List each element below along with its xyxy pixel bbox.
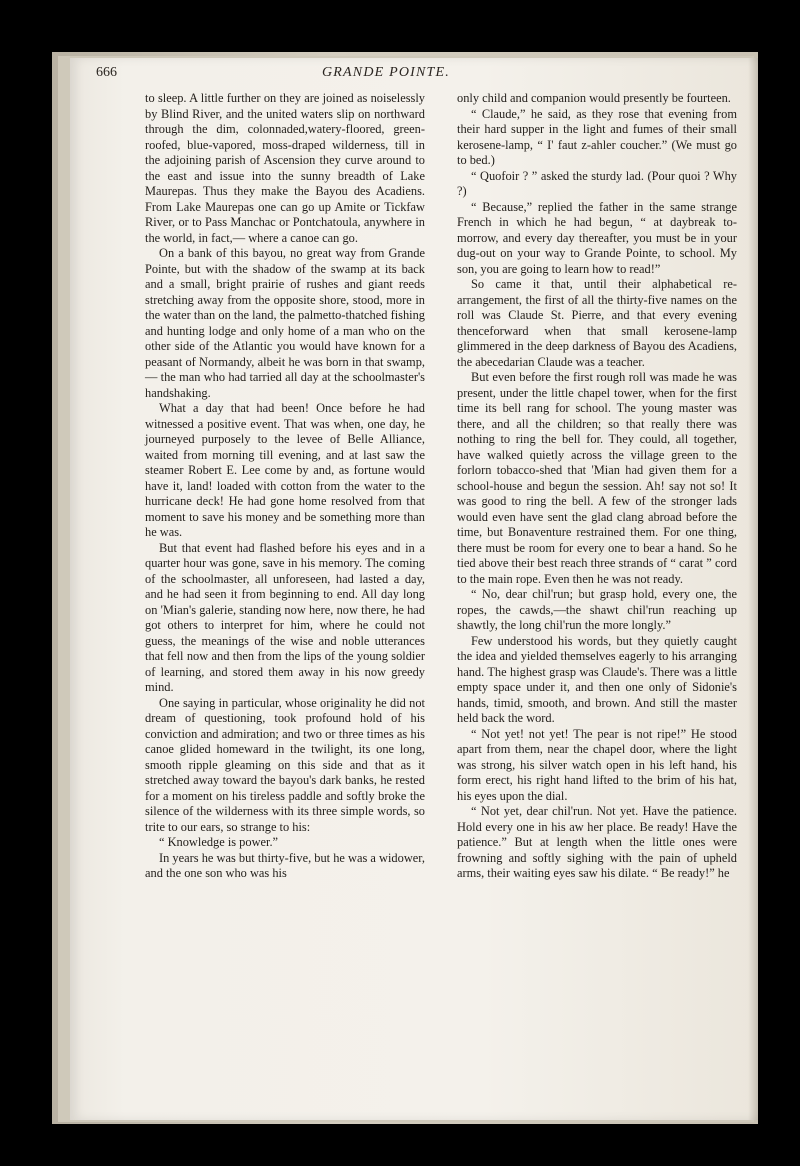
paragraph: So came it that, until their alphabetical re-arrangement, the first of all the thirty-five names on the roll was Claude St. Pierre, and that every evening thenceforward when that small kerosene-lamp glimmered in the deep darkness of Bayou des Acadiens, the abecedarian Claude was a teacher. — [457, 277, 737, 369]
paragraph: But even before the first rough roll was made he was present, under the little chapel tower, when for the first time its bell rang for school. The young master was there, and all the children; so that really there was nothing to ring the bell for. They could, all together, have walked quietly across the village green to the forlorn tobacco-shed that 'Mian had given them for a school-house and begun the session. Ah! say not so! It was good to ring the bell. A few of the stronger lads would even have sent the glad clang abroad before the time, but Bonaventure restrained them. For one thing, there must be room for every one to bear a hand. So he tied above their best reach three strands of “ carat ” cord to the main rope. Even then he was not ready. — [457, 370, 737, 586]
paragraph: “ No, dear chil'run; but grasp hold, every one, the ropes, the cawds,—the shawt chil'run reaching up shawtly, the long chil'run the more longly.” — [457, 587, 737, 632]
page-header — [96, 65, 676, 85]
paragraph: to sleep. A little further on they are joined as noiselessly by Blind River, and the united waters slip on northward through the dim, colonnaded,watery-floored, green-roofed, blue-vapored, moss-draped wilderness, till in the adjoining parish of Ascension they curve around to the east and issue into the sunny breadth of Lake Maurepas. Thus they make the Bayou des Acadiens. From Lake Maurepas one can go up Amite or Tickfaw River, or to Pass Manchac or Pontchatoula, anywhere in the world, in fact,— where a canoe can go. — [145, 91, 425, 245]
book-page — [70, 58, 758, 1120]
page-gutter-shadow — [748, 58, 758, 1120]
left-column — [145, 91, 425, 882]
paragraph: Few understood his words, but they quietly caught the idea and yielded themselves eagerly to his arranging hand. The highest grasp was Claude's. There was a little empty space under it, and then one only of Sidonie's hands, timid, smooth, and brown. And still the master held back the word. — [457, 633, 737, 725]
paragraph: In years he was but thirty-five, but he was a widower, and the one son who was his — [145, 850, 425, 880]
paragraph: But that event had flashed before his eyes and in a quarter hour was gone, save in his memory. The coming of the schoolmaster, all unforeseen, had lasted a day, and he had seen it from beginning to end. All day long on 'Mian's galerie, standing now here, now there, he had got others to interpret for him, where he could not guess, the meanings of the wise and noble utterances that fell now and then from the lips of the young soldier of learning, and stored them away in his now greedy mind. — [145, 540, 425, 694]
right-column — [457, 91, 737, 882]
paragraph: only child and companion would presently be fourteen. — [457, 91, 731, 105]
paragraph: “ Quofoir ? ” asked the sturdy lad. (Pour quoi ? Why ?) — [457, 168, 737, 198]
paragraph: “ Because,” replied the father in the same strange French in which he had begun, “ at daybreak to-morrow, and every day thereafter, you must be in your dug-out on your way to Grande Pointe, to school. My son, you are going to learn how to read!” — [457, 199, 737, 276]
paragraph: “ Claude,” he said, as they rose that evening from their hard supper in the light and fumes of their small kerosene-lamp, “ I' faut z-ahler coucher.” (We must go to bed.) — [457, 106, 737, 167]
paragraph: On a bank of this bayou, no great way from Grande Pointe, but with the shadow of the swamp at its back and a small, bright prairie of rushes and giant reeds stretching away from the opposite shore, stood, more in the water than on the land, the palmetto-thatched fishing and hunting lodge and only home of a man who on the other side of the Atlantic you would have known for a peasant of Normandy, albeit he was born in that swamp,— the man who had tarried all day at the schoolmaster's handshaking. — [145, 246, 425, 400]
paragraph: “ Not yet, dear chil'run. Not yet. Have the patience. Hold every one in his aw her place. Be ready! Have the patience.” But at length when the little ones were frowning and softly sighing with the pain of upheld arms, their waiting eyes saw his dilate. “ Be ready!” he — [457, 804, 737, 880]
page-number: 666 — [96, 65, 117, 80]
running-head: GRANDE POINTE. — [321, 65, 450, 80]
paragraph: One saying in particular, whose originality he did not dream of questioning, took profound hold of his conviction and admiration; and two or three times as his canoe glided homeward in the twilight, its one long, smooth ripple gleaming on this side and that as it stretched away toward the bayou's dark banks, he rested for a moment on his tireless paddle and softly broke the silence of the wilderness with its three simple words, so trite to our ears, so strange to his: — [145, 695, 425, 834]
paragraph: What a day that had been! Once before he had witnessed a positive event. That was when, one day, he journeyed purposely to the levee of Belle Alliance, waited from morning till evening, and at last saw the steamer Robert E. Lee come by and, as fortune would have it, land! loaded with cotton from the water to the hurricane deck! He had gone home resolved from that moment to save his money and be something more than he was. — [145, 401, 425, 539]
quotation: “ Knowledge is power.” — [159, 835, 279, 849]
paragraph: “ Not yet! not yet! The pear is not ripe!” He stood apart from them, near the chapel door, where the light was strong, his silver watch open in his left hand, his form erect, his right hand lifted to the brim of his hat, his eyes upon the dial. — [457, 726, 737, 803]
